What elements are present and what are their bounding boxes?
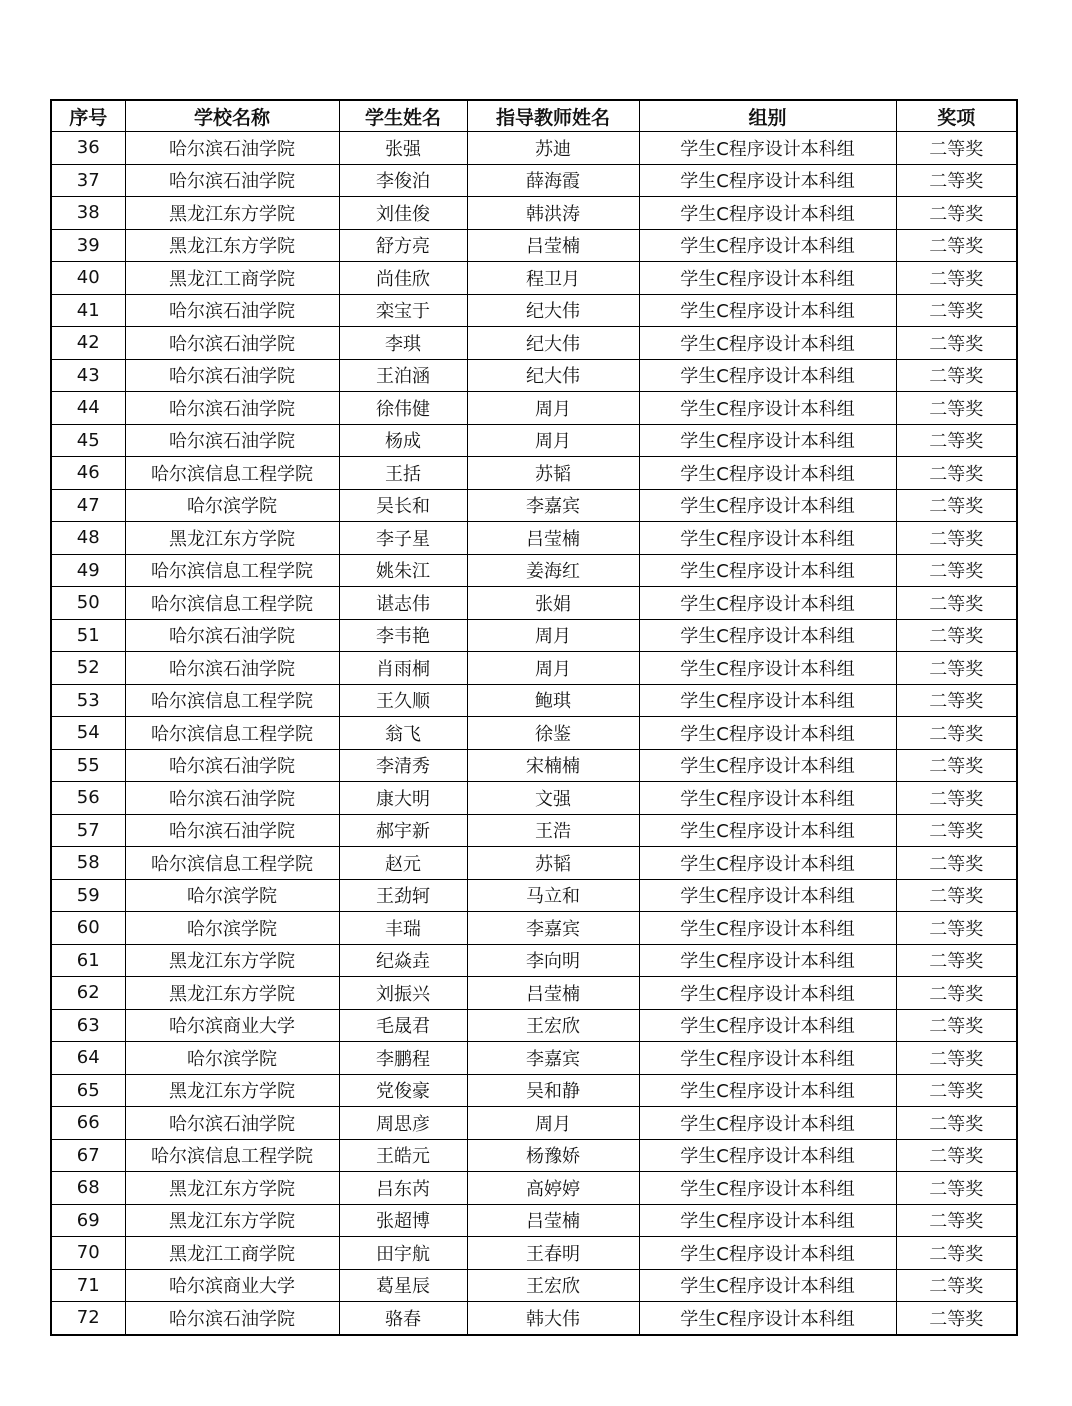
cell-group: 学生C程序设计本科组 [639, 392, 896, 425]
cell-group: 学生C程序设计本科组 [639, 879, 896, 912]
cell-index: 58 [51, 847, 125, 880]
table-row [51, 782, 1017, 815]
table-row [51, 749, 1017, 782]
table-row [51, 1042, 1017, 1075]
table-row [51, 359, 1017, 392]
cell-advisor: 苏韬 [467, 457, 639, 490]
cell-student: 李鹏程 [339, 1042, 467, 1075]
cell-index: 62 [51, 977, 125, 1010]
cell-student: 舒方亮 [339, 229, 467, 262]
cell-advisor: 程卫月 [467, 262, 639, 295]
cell-index: 48 [51, 522, 125, 555]
cell-group: 学生C程序设计本科组 [639, 294, 896, 327]
table-row [51, 1009, 1017, 1042]
cell-school: 哈尔滨商业大学 [125, 1269, 339, 1302]
cell-group: 学生C程序设计本科组 [639, 717, 896, 750]
cell-advisor: 高婷婷 [467, 1172, 639, 1205]
cell-group: 学生C程序设计本科组 [639, 587, 896, 620]
cell-index: 59 [51, 879, 125, 912]
cell-index: 47 [51, 489, 125, 522]
cell-student: 李韦艳 [339, 619, 467, 652]
cell-school: 哈尔滨石油学院 [125, 327, 339, 360]
cell-student: 吕东芮 [339, 1172, 467, 1205]
cell-school: 哈尔滨信息工程学院 [125, 717, 339, 750]
cell-advisor: 苏迪 [467, 132, 639, 165]
cell-index: 46 [51, 457, 125, 490]
cell-index: 67 [51, 1139, 125, 1172]
header-row [51, 100, 1017, 132]
cell-index: 71 [51, 1269, 125, 1302]
cell-award: 二等奖 [896, 229, 1017, 262]
cell-school: 哈尔滨商业大学 [125, 1009, 339, 1042]
cell-advisor: 马立和 [467, 879, 639, 912]
cell-student: 李琪 [339, 327, 467, 360]
table-row [51, 814, 1017, 847]
cell-advisor: 李嘉宾 [467, 912, 639, 945]
cell-group: 学生C程序设计本科组 [639, 977, 896, 1010]
cell-index: 39 [51, 229, 125, 262]
cell-award: 二等奖 [896, 847, 1017, 880]
cell-award: 二等奖 [896, 262, 1017, 295]
cell-advisor: 吕莹楠 [467, 977, 639, 1010]
table-row [51, 1237, 1017, 1270]
cell-group: 学生C程序设计本科组 [639, 1139, 896, 1172]
cell-group: 学生C程序设计本科组 [639, 1269, 896, 1302]
header-index: 序号 [51, 100, 125, 132]
header-advisor: 指导教师姓名 [467, 100, 639, 132]
table-row [51, 977, 1017, 1010]
cell-school: 哈尔滨石油学院 [125, 164, 339, 197]
cell-school: 哈尔滨石油学院 [125, 1107, 339, 1140]
table-row [51, 424, 1017, 457]
cell-school: 哈尔滨石油学院 [125, 359, 339, 392]
cell-group: 学生C程序设计本科组 [639, 619, 896, 652]
cell-group: 学生C程序设计本科组 [639, 1042, 896, 1075]
cell-group: 学生C程序设计本科组 [639, 1107, 896, 1140]
table-row [51, 944, 1017, 977]
cell-student: 张强 [339, 132, 467, 165]
cell-advisor: 周月 [467, 392, 639, 425]
cell-group: 学生C程序设计本科组 [639, 814, 896, 847]
cell-student: 李俊泊 [339, 164, 467, 197]
cell-index: 50 [51, 587, 125, 620]
cell-student: 毛晟君 [339, 1009, 467, 1042]
cell-advisor: 纪大伟 [467, 294, 639, 327]
cell-index: 36 [51, 132, 125, 165]
cell-award: 二等奖 [896, 489, 1017, 522]
cell-school: 哈尔滨信息工程学院 [125, 847, 339, 880]
table-row [51, 912, 1017, 945]
cell-advisor: 王宏欣 [467, 1009, 639, 1042]
cell-index: 63 [51, 1009, 125, 1042]
table-row [51, 457, 1017, 490]
cell-student: 姚朱江 [339, 554, 467, 587]
cell-index: 64 [51, 1042, 125, 1075]
cell-award: 二等奖 [896, 327, 1017, 360]
cell-school: 哈尔滨信息工程学院 [125, 457, 339, 490]
header-award: 奖项 [896, 100, 1017, 132]
cell-group: 学生C程序设计本科组 [639, 522, 896, 555]
cell-award: 二等奖 [896, 1237, 1017, 1270]
cell-index: 54 [51, 717, 125, 750]
cell-group: 学生C程序设计本科组 [639, 197, 896, 230]
table-row [51, 717, 1017, 750]
header-school: 学校名称 [125, 100, 339, 132]
cell-student: 尚佳欣 [339, 262, 467, 295]
cell-award: 二等奖 [896, 1269, 1017, 1302]
cell-student: 吴长和 [339, 489, 467, 522]
table-header [51, 100, 1017, 132]
cell-group: 学生C程序设计本科组 [639, 944, 896, 977]
table-row [51, 522, 1017, 555]
cell-school: 黑龙江东方学院 [125, 1172, 339, 1205]
cell-award: 二等奖 [896, 684, 1017, 717]
cell-index: 42 [51, 327, 125, 360]
cell-award: 二等奖 [896, 912, 1017, 945]
cell-student: 田宇航 [339, 1237, 467, 1270]
cell-student: 王括 [339, 457, 467, 490]
cell-school: 哈尔滨石油学院 [125, 1302, 339, 1335]
cell-group: 学生C程序设计本科组 [639, 424, 896, 457]
header-group: 组别 [639, 100, 896, 132]
table-row [51, 847, 1017, 880]
cell-award: 二等奖 [896, 1009, 1017, 1042]
cell-advisor: 纪大伟 [467, 359, 639, 392]
table-row [51, 1172, 1017, 1205]
table-row [51, 1139, 1017, 1172]
cell-group: 学生C程序设计本科组 [639, 749, 896, 782]
cell-index: 41 [51, 294, 125, 327]
cell-school: 黑龙江东方学院 [125, 1074, 339, 1107]
cell-index: 53 [51, 684, 125, 717]
table-row [51, 554, 1017, 587]
cell-student: 郝宇新 [339, 814, 467, 847]
cell-student: 李清秀 [339, 749, 467, 782]
cell-award: 二等奖 [896, 197, 1017, 230]
table-row [51, 684, 1017, 717]
table-row [51, 652, 1017, 685]
cell-index: 40 [51, 262, 125, 295]
cell-school: 哈尔滨石油学院 [125, 424, 339, 457]
cell-group: 学生C程序设计本科组 [639, 164, 896, 197]
cell-group: 学生C程序设计本科组 [639, 1302, 896, 1335]
cell-school: 黑龙江东方学院 [125, 1204, 339, 1237]
table-row [51, 164, 1017, 197]
cell-award: 二等奖 [896, 977, 1017, 1010]
cell-school: 哈尔滨学院 [125, 1042, 339, 1075]
cell-advisor: 周月 [467, 619, 639, 652]
cell-school: 黑龙江东方学院 [125, 944, 339, 977]
table-row [51, 1302, 1017, 1335]
cell-student: 周思彦 [339, 1107, 467, 1140]
cell-index: 60 [51, 912, 125, 945]
cell-advisor: 周月 [467, 652, 639, 685]
cell-index: 52 [51, 652, 125, 685]
cell-student: 纪焱垚 [339, 944, 467, 977]
cell-award: 二等奖 [896, 164, 1017, 197]
cell-advisor: 韩洪涛 [467, 197, 639, 230]
cell-award: 二等奖 [896, 814, 1017, 847]
cell-award: 二等奖 [896, 294, 1017, 327]
cell-index: 49 [51, 554, 125, 587]
cell-group: 学生C程序设计本科组 [639, 1009, 896, 1042]
cell-group: 学生C程序设计本科组 [639, 1237, 896, 1270]
cell-school: 哈尔滨石油学院 [125, 782, 339, 815]
table-row [51, 294, 1017, 327]
cell-award: 二等奖 [896, 1107, 1017, 1140]
cell-school: 黑龙江东方学院 [125, 229, 339, 262]
table-row [51, 327, 1017, 360]
cell-student: 王泊涵 [339, 359, 467, 392]
cell-group: 学生C程序设计本科组 [639, 327, 896, 360]
cell-advisor: 杨豫娇 [467, 1139, 639, 1172]
cell-school: 哈尔滨石油学院 [125, 749, 339, 782]
cell-advisor: 姜海红 [467, 554, 639, 587]
cell-student: 赵元 [339, 847, 467, 880]
cell-group: 学生C程序设计本科组 [639, 684, 896, 717]
cell-advisor: 苏韬 [467, 847, 639, 880]
cell-index: 68 [51, 1172, 125, 1205]
cell-group: 学生C程序设计本科组 [639, 457, 896, 490]
table-row [51, 619, 1017, 652]
cell-student: 谌志伟 [339, 587, 467, 620]
cell-index: 70 [51, 1237, 125, 1270]
cell-advisor: 李向明 [467, 944, 639, 977]
cell-advisor: 吕莹楠 [467, 1204, 639, 1237]
cell-award: 二等奖 [896, 879, 1017, 912]
cell-advisor: 徐鉴 [467, 717, 639, 750]
table-row [51, 1204, 1017, 1237]
cell-advisor: 周月 [467, 1107, 639, 1140]
cell-award: 二等奖 [896, 619, 1017, 652]
cell-school: 黑龙江工商学院 [125, 1237, 339, 1270]
cell-group: 学生C程序设计本科组 [639, 489, 896, 522]
cell-student: 王久顺 [339, 684, 467, 717]
cell-index: 43 [51, 359, 125, 392]
cell-school: 哈尔滨石油学院 [125, 619, 339, 652]
cell-group: 学生C程序设计本科组 [639, 554, 896, 587]
cell-group: 学生C程序设计本科组 [639, 229, 896, 262]
cell-student: 王皓元 [339, 1139, 467, 1172]
cell-advisor: 周月 [467, 424, 639, 457]
cell-award: 二等奖 [896, 782, 1017, 815]
cell-award: 二等奖 [896, 587, 1017, 620]
awards-table [50, 99, 1018, 1336]
cell-advisor: 张娟 [467, 587, 639, 620]
cell-school: 哈尔滨学院 [125, 489, 339, 522]
cell-school: 哈尔滨石油学院 [125, 814, 339, 847]
cell-student: 丰瑞 [339, 912, 467, 945]
cell-award: 二等奖 [896, 1204, 1017, 1237]
cell-group: 学生C程序设计本科组 [639, 652, 896, 685]
table-row [51, 132, 1017, 165]
cell-school: 哈尔滨信息工程学院 [125, 554, 339, 587]
cell-school: 黑龙江东方学院 [125, 522, 339, 555]
cell-school: 哈尔滨学院 [125, 912, 339, 945]
cell-award: 二等奖 [896, 717, 1017, 750]
cell-award: 二等奖 [896, 1139, 1017, 1172]
cell-index: 45 [51, 424, 125, 457]
cell-student: 王劲轲 [339, 879, 467, 912]
table-row [51, 1107, 1017, 1140]
table-body [51, 132, 1017, 1335]
table-row [51, 262, 1017, 295]
cell-student: 葛星辰 [339, 1269, 467, 1302]
cell-advisor: 王浩 [467, 814, 639, 847]
cell-advisor: 王宏欣 [467, 1269, 639, 1302]
cell-award: 二等奖 [896, 749, 1017, 782]
cell-school: 黑龙江东方学院 [125, 197, 339, 230]
cell-award: 二等奖 [896, 457, 1017, 490]
cell-school: 哈尔滨学院 [125, 879, 339, 912]
cell-student: 肖雨桐 [339, 652, 467, 685]
cell-student: 刘佳俊 [339, 197, 467, 230]
cell-index: 51 [51, 619, 125, 652]
cell-award: 二等奖 [896, 424, 1017, 457]
cell-school: 哈尔滨石油学院 [125, 132, 339, 165]
table-row [51, 879, 1017, 912]
table-row [51, 489, 1017, 522]
cell-award: 二等奖 [896, 1172, 1017, 1205]
cell-index: 56 [51, 782, 125, 815]
table-row [51, 197, 1017, 230]
cell-student: 栾宝于 [339, 294, 467, 327]
cell-group: 学生C程序设计本科组 [639, 1204, 896, 1237]
cell-award: 二等奖 [896, 359, 1017, 392]
cell-advisor: 李嘉宾 [467, 489, 639, 522]
table-row [51, 1074, 1017, 1107]
cell-index: 44 [51, 392, 125, 425]
cell-group: 学生C程序设计本科组 [639, 782, 896, 815]
table-row [51, 1269, 1017, 1302]
cell-award: 二等奖 [896, 1042, 1017, 1075]
cell-school: 哈尔滨信息工程学院 [125, 587, 339, 620]
cell-student: 杨成 [339, 424, 467, 457]
cell-award: 二等奖 [896, 554, 1017, 587]
cell-group: 学生C程序设计本科组 [639, 132, 896, 165]
cell-advisor: 李嘉宾 [467, 1042, 639, 1075]
cell-award: 二等奖 [896, 1302, 1017, 1335]
cell-award: 二等奖 [896, 392, 1017, 425]
table-row [51, 229, 1017, 262]
cell-school: 黑龙江工商学院 [125, 262, 339, 295]
cell-index: 69 [51, 1204, 125, 1237]
cell-student: 翁飞 [339, 717, 467, 750]
cell-advisor: 鲍琪 [467, 684, 639, 717]
cell-index: 65 [51, 1074, 125, 1107]
cell-index: 66 [51, 1107, 125, 1140]
cell-advisor: 宋楠楠 [467, 749, 639, 782]
cell-index: 61 [51, 944, 125, 977]
cell-student: 党俊豪 [339, 1074, 467, 1107]
cell-index: 55 [51, 749, 125, 782]
cell-advisor: 吕莹楠 [467, 229, 639, 262]
header-student: 学生姓名 [339, 100, 467, 132]
cell-advisor: 薛海霞 [467, 164, 639, 197]
cell-index: 37 [51, 164, 125, 197]
cell-student: 徐伟健 [339, 392, 467, 425]
cell-index: 72 [51, 1302, 125, 1335]
cell-group: 学生C程序设计本科组 [639, 1172, 896, 1205]
cell-school: 哈尔滨石油学院 [125, 294, 339, 327]
cell-index: 38 [51, 197, 125, 230]
cell-school: 哈尔滨石油学院 [125, 392, 339, 425]
cell-index: 57 [51, 814, 125, 847]
cell-advisor: 韩大伟 [467, 1302, 639, 1335]
cell-group: 学生C程序设计本科组 [639, 1074, 896, 1107]
cell-group: 学生C程序设计本科组 [639, 847, 896, 880]
cell-student: 刘振兴 [339, 977, 467, 1010]
cell-group: 学生C程序设计本科组 [639, 359, 896, 392]
cell-award: 二等奖 [896, 132, 1017, 165]
cell-advisor: 吴和静 [467, 1074, 639, 1107]
table-row [51, 392, 1017, 425]
cell-award: 二等奖 [896, 652, 1017, 685]
cell-group: 学生C程序设计本科组 [639, 262, 896, 295]
table-row [51, 587, 1017, 620]
cell-student: 骆春 [339, 1302, 467, 1335]
cell-award: 二等奖 [896, 944, 1017, 977]
cell-school: 哈尔滨信息工程学院 [125, 684, 339, 717]
cell-student: 李子星 [339, 522, 467, 555]
cell-advisor: 王春明 [467, 1237, 639, 1270]
cell-school: 黑龙江东方学院 [125, 977, 339, 1010]
cell-award: 二等奖 [896, 1074, 1017, 1107]
cell-group: 学生C程序设计本科组 [639, 912, 896, 945]
cell-award: 二等奖 [896, 522, 1017, 555]
cell-advisor: 文强 [467, 782, 639, 815]
cell-school: 哈尔滨石油学院 [125, 652, 339, 685]
cell-student: 康大明 [339, 782, 467, 815]
cell-advisor: 纪大伟 [467, 327, 639, 360]
cell-advisor: 吕莹楠 [467, 522, 639, 555]
cell-student: 张超博 [339, 1204, 467, 1237]
cell-school: 哈尔滨信息工程学院 [125, 1139, 339, 1172]
